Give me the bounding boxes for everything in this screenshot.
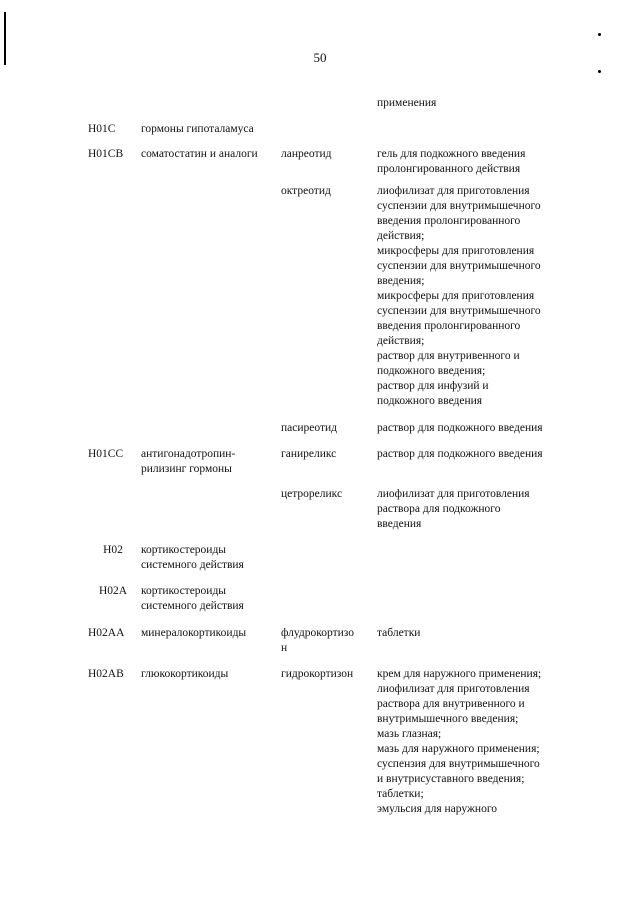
drug-name: гидрокортизон <box>281 668 354 680</box>
drug-name: октреотид <box>281 185 331 197</box>
atc-code: H01C <box>88 123 116 135</box>
dosage-forms: таблетки <box>377 627 421 639</box>
anatomical-group: минералокортикоиды <box>141 627 247 639</box>
drug-name: ганиреликс <box>281 448 337 460</box>
dosage-forms: крем для наружного применения; лиофилизат для приготовления раствора для внутривенного и внутримышечного введения; мазь глазная; мазь для наружного применения; суспензия для внутримышечного и внутрисуставного введения; таблетки; эмульсия для наружного <box>377 668 542 815</box>
anatomical-group: кортикостероиды системного действия <box>141 585 244 612</box>
dosage-forms: раствор для подкожного введения <box>377 448 543 460</box>
anatomical-group: соматостатин и аналоги <box>141 148 258 160</box>
anatomical-group: гормоны гипоталамуса <box>141 123 254 135</box>
anatomical-group: глюкокортикоиды <box>141 668 229 680</box>
continuation-text: применения <box>377 97 437 109</box>
page-number: 50 <box>313 50 327 65</box>
anatomical-group: антигонадотропин- рилизинг гормоны <box>141 448 236 475</box>
atc-code: H02A <box>98 585 128 597</box>
drug-name: цетрореликс <box>281 488 343 500</box>
atc-code: H02 <box>103 544 123 556</box>
drug-name: пасиреотид <box>281 422 338 434</box>
drug-name: ланреотид <box>281 148 332 160</box>
scan-dot <box>598 33 601 36</box>
atc-code: H01CB <box>88 148 124 160</box>
dosage-forms: лиофилизат для приготовления суспензии для внутримышечного введения пролонгированного действия; микросферы для приготовления суспензии для внутримышечного введения; микросферы для приготовления суспензии для внутримышечного введения пролонгированного действия; раствор для внутривенного и подкожного введения; раствор для инфузий и подкожного введения <box>377 185 541 407</box>
dosage-forms: лиофилизат для приготовления раствора для подкожного введения <box>377 488 530 530</box>
atc-code: H02AA <box>88 627 125 639</box>
atc-code: H01CC <box>88 448 124 460</box>
drug-name: флудрокортизо н <box>281 627 355 654</box>
scan-dot <box>598 70 601 73</box>
dosage-forms: раствор для подкожного введения <box>377 422 543 434</box>
anatomical-group: кортикостероиды системного действия <box>141 544 244 571</box>
dosage-forms: гель для подкожного введения пролонгированного действия <box>377 148 526 175</box>
atc-code: H02AB <box>88 668 124 680</box>
